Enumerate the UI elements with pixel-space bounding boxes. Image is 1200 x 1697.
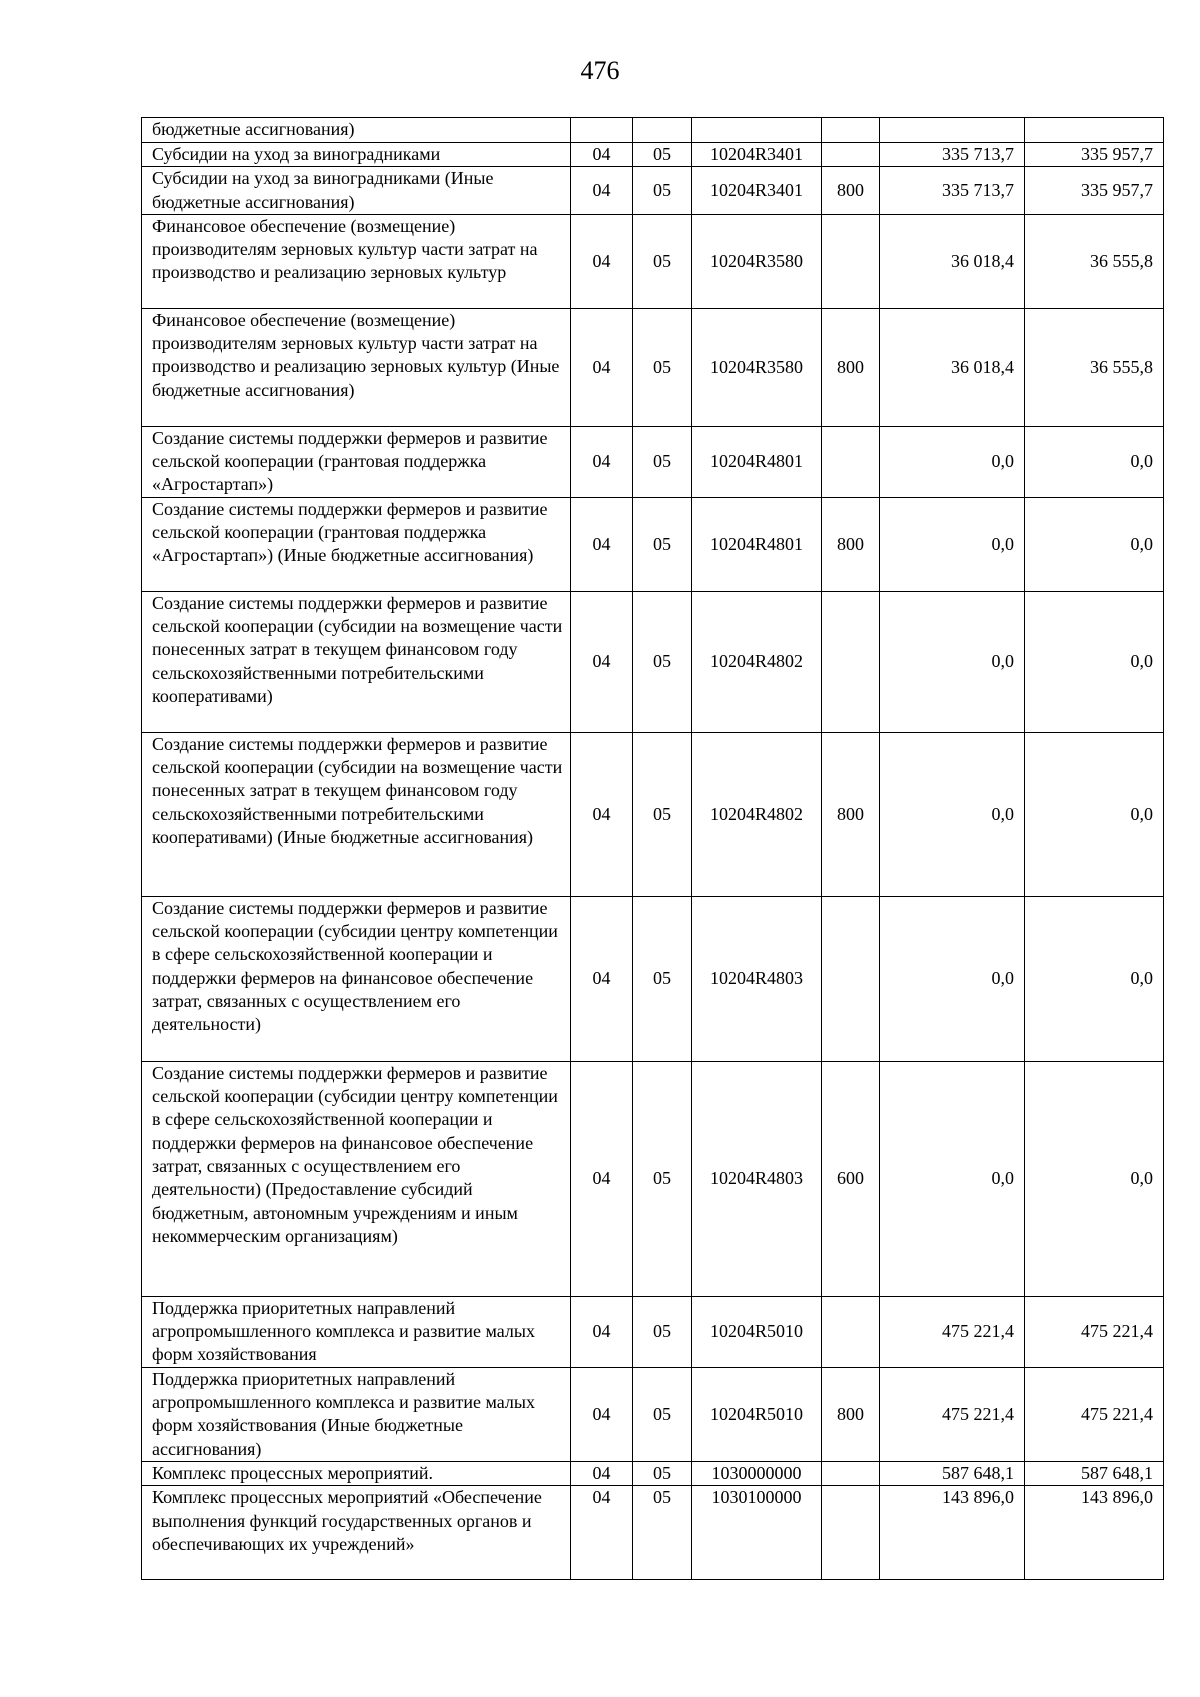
expense-type-code: 800 bbox=[822, 497, 880, 591]
expense-type-code bbox=[822, 1462, 880, 1486]
budget-table bbox=[141, 117, 1164, 1580]
target-article-code: 10204R4803 bbox=[692, 896, 822, 1061]
subsection-code: 05 bbox=[633, 896, 692, 1061]
table-row bbox=[142, 1486, 1164, 1580]
table-row bbox=[142, 167, 1164, 215]
item-name: Создание системы поддержки фермеров и развитие сельской кооперации (грантовая поддержка «Агростартап») (Иные бюджетные ассигнования) bbox=[142, 497, 571, 591]
target-article-code: 10204R4801 bbox=[692, 497, 822, 591]
amount-year-2: 475 221,4 bbox=[1025, 1296, 1164, 1367]
table-row bbox=[142, 591, 1164, 732]
section-code: 04 bbox=[571, 1367, 633, 1461]
subsection-code: 05 bbox=[633, 308, 692, 426]
subsection-code: 05 bbox=[633, 1296, 692, 1367]
table-row bbox=[142, 1296, 1164, 1367]
subsection-code: 05 bbox=[633, 591, 692, 732]
section-code: 04 bbox=[571, 732, 633, 896]
section-code: 04 bbox=[571, 1061, 633, 1296]
section-code bbox=[571, 118, 633, 143]
target-article-code: 10204R4801 bbox=[692, 426, 822, 497]
amount-year-1: 0,0 bbox=[880, 591, 1025, 732]
target-article-code: 10204R3401 bbox=[692, 143, 822, 167]
target-article-code: 10204R5010 bbox=[692, 1367, 822, 1461]
target-article-code: 1030100000 bbox=[692, 1486, 822, 1580]
section-code: 04 bbox=[571, 143, 633, 167]
amount-year-2: 0,0 bbox=[1025, 896, 1164, 1061]
amount-year-2: 0,0 bbox=[1025, 497, 1164, 591]
table-row bbox=[142, 308, 1164, 426]
expense-type-code: 600 bbox=[822, 1061, 880, 1296]
expense-type-code: 800 bbox=[822, 1367, 880, 1461]
item-name: Поддержка приоритетных направлений агропромышленного комплекса и развитие малых форм хозяйствования (Иные бюджетные ассигнования) bbox=[142, 1367, 571, 1461]
expense-type-code: 800 bbox=[822, 167, 880, 215]
subsection-code bbox=[633, 118, 692, 143]
table-row bbox=[142, 732, 1164, 896]
table-row bbox=[142, 1462, 1164, 1486]
amount-year-1: 0,0 bbox=[880, 426, 1025, 497]
expense-type-code bbox=[822, 1296, 880, 1367]
amount-year-2: 0,0 bbox=[1025, 591, 1164, 732]
amount-year-1: 36 018,4 bbox=[880, 308, 1025, 426]
table-row bbox=[142, 118, 1164, 143]
amount-year-1: 475 221,4 bbox=[880, 1296, 1025, 1367]
amount-year-2: 587 648,1 bbox=[1025, 1462, 1164, 1486]
table-row bbox=[142, 1367, 1164, 1461]
amount-year-1: 0,0 bbox=[880, 732, 1025, 896]
item-name: Финансовое обеспечение (возмещение) производителям зерновых культур части затрат на производство и реализацию зерновых культур bbox=[142, 214, 571, 308]
amount-year-2: 36 555,8 bbox=[1025, 214, 1164, 308]
target-article-code: 10204R5010 bbox=[692, 1296, 822, 1367]
section-code: 04 bbox=[571, 896, 633, 1061]
item-name: Субсидии на уход за виноградниками (Иные бюджетные ассигнования) bbox=[142, 167, 571, 215]
amount-year-2: 335 957,7 bbox=[1025, 167, 1164, 215]
table-row bbox=[142, 143, 1164, 167]
amount-year-1: 475 221,4 bbox=[880, 1367, 1025, 1461]
section-code: 04 bbox=[571, 308, 633, 426]
target-article-code: 1030000000 bbox=[692, 1462, 822, 1486]
subsection-code: 05 bbox=[633, 167, 692, 215]
amount-year-2: 143 896,0 bbox=[1025, 1486, 1164, 1580]
table-row bbox=[142, 426, 1164, 497]
subsection-code: 05 bbox=[633, 1462, 692, 1486]
expense-type-code bbox=[822, 896, 880, 1061]
amount-year-1: 335 713,7 bbox=[880, 167, 1025, 215]
target-article-code: 10204R4802 bbox=[692, 732, 822, 896]
section-code: 04 bbox=[571, 1462, 633, 1486]
table-row bbox=[142, 497, 1164, 591]
expense-type-code bbox=[822, 143, 880, 167]
amount-year-1: 0,0 bbox=[880, 1061, 1025, 1296]
section-code: 04 bbox=[571, 497, 633, 591]
amount-year-1: 587 648,1 bbox=[880, 1462, 1025, 1486]
table-row bbox=[142, 214, 1164, 308]
item-name: Комплекс процессных мероприятий «Обеспечение выполнения функций государственных органов и обеспечивающих их учреждений» bbox=[142, 1486, 571, 1580]
target-article-code: 10204R3580 bbox=[692, 308, 822, 426]
subsection-code: 05 bbox=[633, 732, 692, 896]
target-article-code: 10204R4802 bbox=[692, 591, 822, 732]
subsection-code: 05 bbox=[633, 214, 692, 308]
subsection-code: 05 bbox=[633, 497, 692, 591]
amount-year-2: 335 957,7 bbox=[1025, 143, 1164, 167]
table-row bbox=[142, 1061, 1164, 1296]
amount-year-2: 36 555,8 bbox=[1025, 308, 1164, 426]
item-name: Поддержка приоритетных направлений агропромышленного комплекса и развитие малых форм хозяйствования bbox=[142, 1296, 571, 1367]
section-code: 04 bbox=[571, 214, 633, 308]
target-article-code: 10204R3580 bbox=[692, 214, 822, 308]
expense-type-code bbox=[822, 214, 880, 308]
target-article-code: 10204R3401 bbox=[692, 167, 822, 215]
amount-year-2: 0,0 bbox=[1025, 1061, 1164, 1296]
expense-type-code bbox=[822, 591, 880, 732]
section-code: 04 bbox=[571, 1296, 633, 1367]
expense-type-code bbox=[822, 426, 880, 497]
page-number: 476 bbox=[580, 56, 620, 85]
item-name: Финансовое обеспечение (возмещение) производителям зерновых культур части затрат на производство и реализацию зерновых культур (Иные бюджетные ассигнования) bbox=[142, 308, 571, 426]
amount-year-1: 0,0 bbox=[880, 896, 1025, 1061]
amount-year-2: 475 221,4 bbox=[1025, 1367, 1164, 1461]
expense-type-code: 800 bbox=[822, 308, 880, 426]
item-name: Создание системы поддержки фермеров и развитие сельской кооперации (субсидии центру компетенции в сфере сельскохозяйственной кооперации и поддержки фермеров на финансовое обеспечение затрат, связанных с осуществлением его деятельности) (Предоставление субсидий бюджетным, автономным учреждениям и иным некоммерческим организациям) bbox=[142, 1061, 571, 1296]
amount-year-1: 36 018,4 bbox=[880, 214, 1025, 308]
item-name: бюджетные ассигнования) bbox=[142, 118, 571, 143]
amount-year-2 bbox=[1025, 118, 1164, 143]
amount-year-2: 0,0 bbox=[1025, 732, 1164, 896]
item-name: Создание системы поддержки фермеров и развитие сельской кооперации (субсидии центру компетенции в сфере сельскохозяйственной кооперации и поддержки фермеров на финансовое обеспечение затрат, связанных с осуществлением его деятельности) bbox=[142, 896, 571, 1061]
expense-type-code bbox=[822, 1486, 880, 1580]
section-code: 04 bbox=[571, 426, 633, 497]
amount-year-2: 0,0 bbox=[1025, 426, 1164, 497]
subsection-code: 05 bbox=[633, 1486, 692, 1580]
expense-type-code: 800 bbox=[822, 732, 880, 896]
subsection-code: 05 bbox=[633, 143, 692, 167]
item-name: Создание системы поддержки фермеров и развитие сельской кооперации (субсидии на возмещение части понесенных затрат в текущем финансовом году сельскохозяйственными потребительскими кооперативами) (Иные бюджетные ассигнования) bbox=[142, 732, 571, 896]
subsection-code: 05 bbox=[633, 426, 692, 497]
item-name: Субсидии на уход за виноградниками bbox=[142, 143, 571, 167]
section-code: 04 bbox=[571, 1486, 633, 1580]
section-code: 04 bbox=[571, 167, 633, 215]
item-name: Комплекс процессных мероприятий. bbox=[142, 1462, 571, 1486]
section-code: 04 bbox=[571, 591, 633, 732]
target-article-code bbox=[692, 118, 822, 143]
expense-type-code bbox=[822, 118, 880, 143]
amount-year-1: 335 713,7 bbox=[880, 143, 1025, 167]
item-name: Создание системы поддержки фермеров и развитие сельской кооперации (субсидии на возмещение части понесенных затрат в текущем финансовом году сельскохозяйственными потребительскими кооперативами) bbox=[142, 591, 571, 732]
amount-year-1: 143 896,0 bbox=[880, 1486, 1025, 1580]
target-article-code: 10204R4803 bbox=[692, 1061, 822, 1296]
table-row bbox=[142, 896, 1164, 1061]
amount-year-1 bbox=[880, 118, 1025, 143]
item-name: Создание системы поддержки фермеров и развитие сельской кооперации (грантовая поддержка «Агростартап») bbox=[142, 426, 571, 497]
subsection-code: 05 bbox=[633, 1061, 692, 1296]
subsection-code: 05 bbox=[633, 1367, 692, 1461]
amount-year-1: 0,0 bbox=[880, 497, 1025, 591]
